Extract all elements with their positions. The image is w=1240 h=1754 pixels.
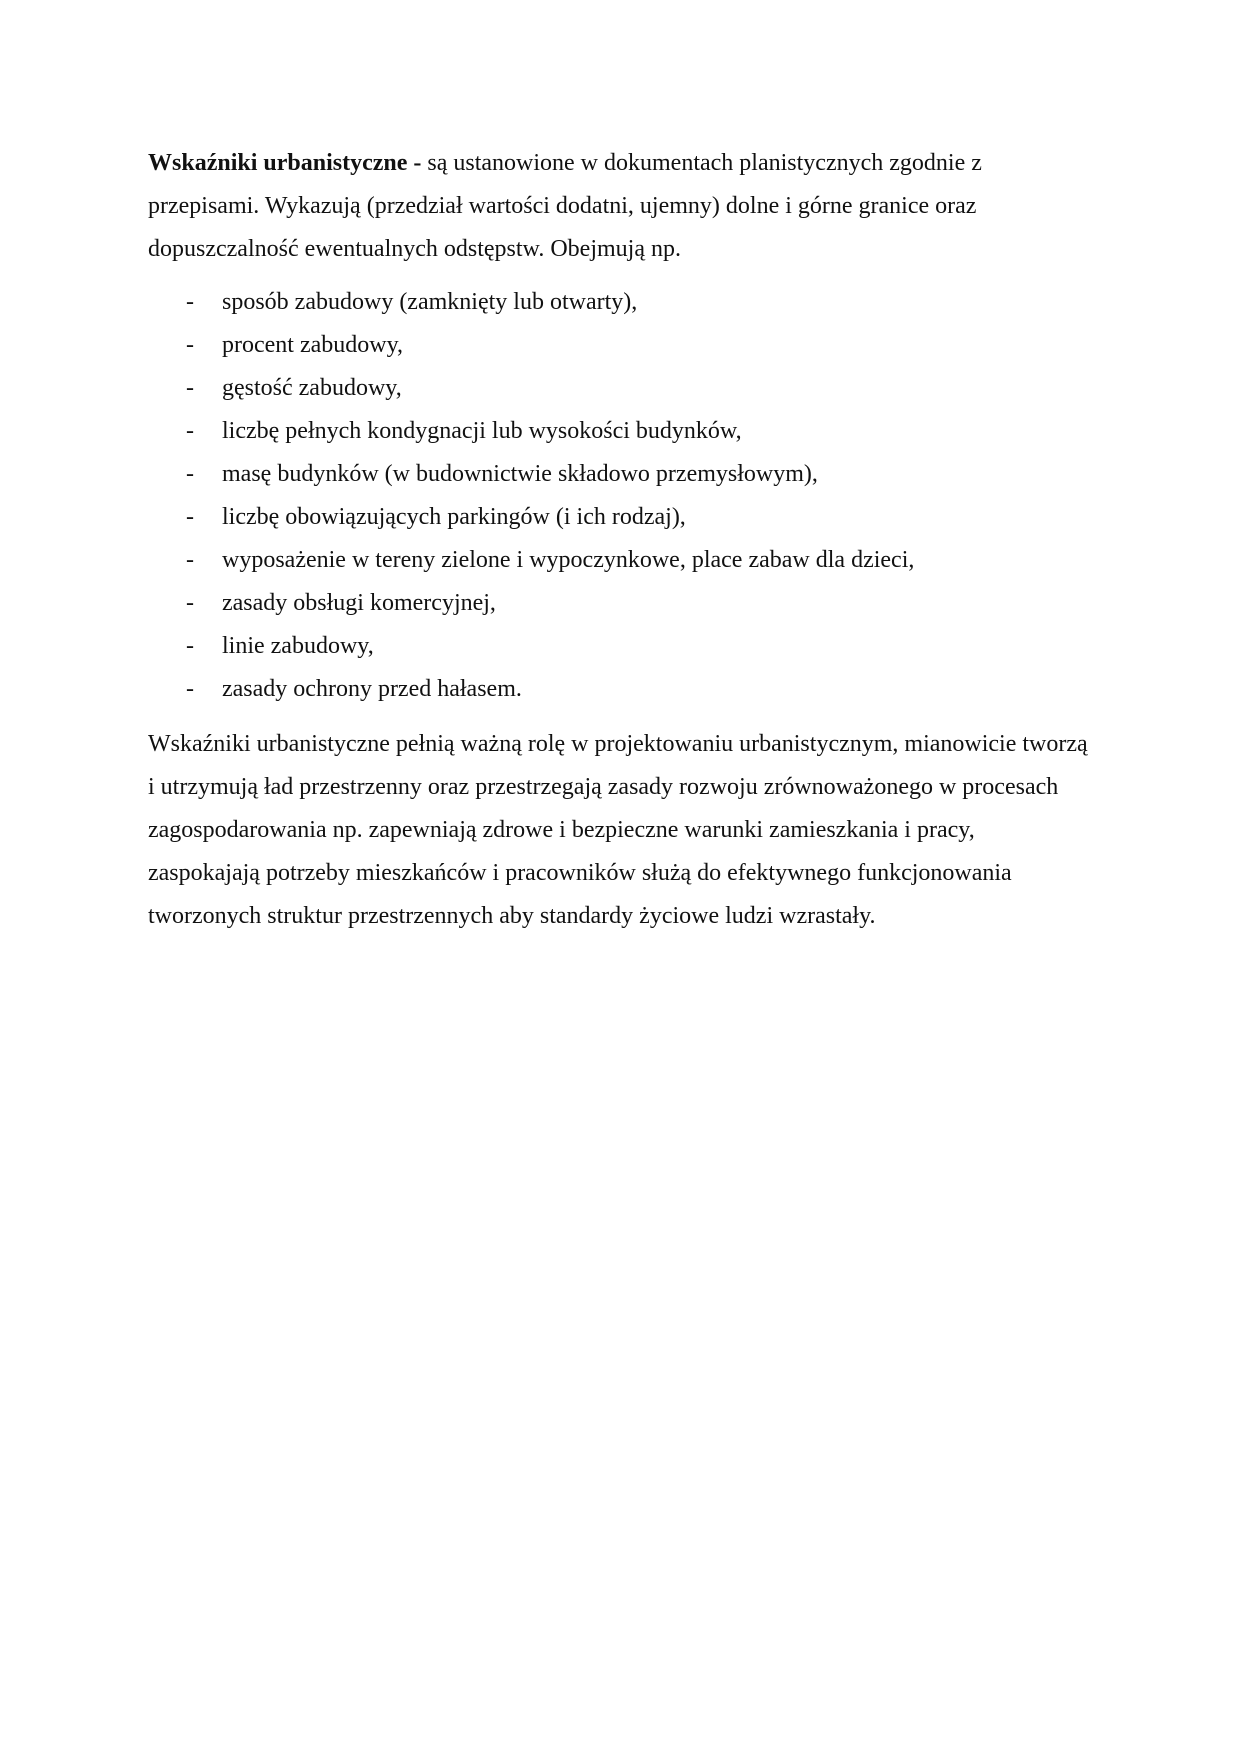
list-bullet: -	[186, 590, 194, 616]
list-item	[148, 668, 1088, 711]
list-item	[148, 367, 1088, 410]
list-bullet: -	[186, 289, 194, 315]
list-item-text: linie zabudowy,	[222, 633, 374, 659]
list-bullet: -	[186, 332, 194, 358]
list-bullet: -	[186, 547, 194, 573]
list-item-text: wyposażenie w tereny zielone i wypoczynkowe, place zabaw dla dzieci,	[222, 547, 915, 573]
list-item	[148, 625, 1088, 668]
list-item	[148, 539, 1088, 582]
list-item-text: gęstość zabudowy,	[222, 375, 402, 401]
list-item	[148, 453, 1088, 496]
list-item	[148, 582, 1088, 625]
list-item-text: procent zabudowy,	[222, 332, 404, 358]
intro-paragraph	[148, 142, 1088, 271]
list-item-text: liczbę obowiązujących parkingów (i ich rodzaj),	[222, 504, 686, 530]
list-item	[148, 410, 1088, 453]
list-bullet: -	[186, 676, 194, 702]
list-item	[148, 281, 1088, 324]
list-bullet: -	[186, 418, 194, 444]
list-bullet: -	[186, 461, 194, 487]
list-item-text: masę budynków (w budownictwie składowo przemysłowym),	[222, 461, 818, 487]
intro-text: są ustanowione w dokumentach planistycznych zgodnie z przepisami. Wykazują (przedział wartości dodatni, ujemny) dolne i górne granice oraz dopuszczalność ewentualnych odstępstw. Obejmują np.	[148, 150, 982, 262]
document-body	[148, 142, 1088, 938]
indicator-list	[148, 281, 1088, 711]
list-item-text: zasady ochrony przed hałasem.	[222, 676, 522, 702]
list-item	[148, 496, 1088, 539]
list-item-text: sposób zabudowy (zamknięty lub otwarty),	[222, 289, 638, 315]
intro-bold-lead: Wskaźniki urbanistyczne -	[148, 150, 422, 176]
list-item-text: zasady obsługi komercyjnej,	[222, 590, 496, 616]
list-item-text: liczbę pełnych kondygnacji lub wysokości budynków,	[222, 418, 742, 444]
conclusion-paragraph: Wskaźniki urbanistyczne pełnią ważną rolę w projektowaniu urbanistycznym, mianowicie tworzą i utrzymują ład przestrzenny oraz przestrzegają zasady rozwoju zrównoważonego w procesach zagospodarowania np. zapewniają zdrowe i bezpieczne warunki zamieszkania i pracy, zaspokajają potrzeby mieszkańców i pracowników służą do efektywnego funkcjonowania tworzonych struktur przestrzennych aby standardy życiowe ludzi wzrastały.	[148, 731, 1088, 929]
list-bullet: -	[186, 633, 194, 659]
list-item	[148, 324, 1088, 367]
list-bullet: -	[186, 375, 194, 401]
list-bullet: -	[186, 504, 194, 530]
